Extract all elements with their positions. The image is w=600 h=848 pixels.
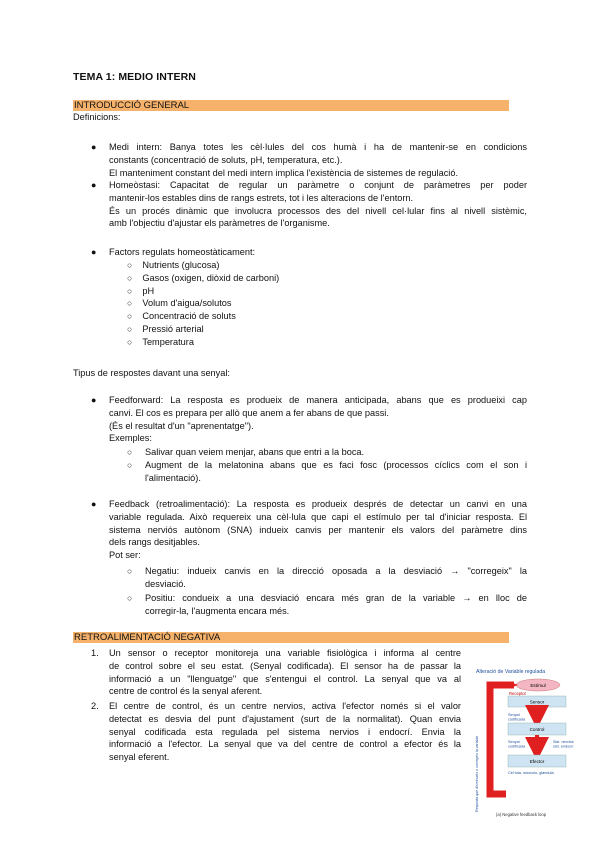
effector-label: Efector bbox=[529, 759, 545, 764]
sub-bullet-icon: ○ bbox=[127, 593, 133, 603]
text-line: mantenir-los estables dins de rangs estrets, tot i les alteracions de l'entorn. bbox=[109, 192, 414, 203]
signal-label-1 bbox=[508, 713, 526, 722]
text-line: Pot ser: bbox=[109, 550, 141, 561]
list-number: 1. bbox=[91, 648, 99, 658]
text-line: centre de control és la senyal aferent. bbox=[109, 686, 263, 697]
nervous-system-label bbox=[553, 740, 575, 749]
factor-item: ○ pH bbox=[127, 285, 155, 296]
text-line: desviació. bbox=[145, 578, 186, 589]
definitions-label: Definicions: bbox=[73, 112, 121, 122]
factor-item: ○ Volum d'aigua/solutos bbox=[127, 298, 232, 309]
retro-item-control bbox=[109, 700, 461, 764]
text-line: Feedback (retroalimentació): La resposta es produeix després de detectar un canvi en una bbox=[109, 499, 527, 509]
page-title: TEMA 1: MEDIO INTERN bbox=[73, 71, 196, 83]
factor-item: ○ Gasos (oxigen, diòxid de carboni) bbox=[127, 272, 280, 283]
signal-label-1-line: Senyal bbox=[508, 713, 520, 717]
text-line: (És el resultat d'un "aprenentatge"). bbox=[109, 420, 254, 431]
diagram-caption: (a) Negative feedback loop bbox=[496, 812, 547, 817]
text-line: És un procés dinàmic que involucra processos des del nivell cel·lular fins al nivell sistèmic, bbox=[109, 205, 527, 216]
list-number: 2. bbox=[91, 701, 99, 711]
sub-bullet-icon: ○ bbox=[127, 460, 133, 470]
sensor-label: Sensor bbox=[529, 699, 545, 705]
text-line: Augment de la melatonina abans que es faci fosc (processos cíclics com el son i bbox=[145, 460, 527, 470]
signal-label-1-line: codificada bbox=[508, 717, 526, 722]
text-line: de control sobre el seu estat. (Senyal codificada). El sensor ha de passar la bbox=[109, 660, 461, 671]
factors-list bbox=[127, 259, 279, 349]
definition-medi-intern bbox=[109, 141, 527, 179]
text-line: variable regulada. Això requereix una cèl·lula que capi el estímulo per tal d'iniciar resposta. El bbox=[109, 511, 527, 522]
text-line: El manteniment constant del medi intern implica l'existència de sistemes de regulació. bbox=[109, 167, 459, 178]
bullet-icon: ● bbox=[91, 395, 97, 405]
factor-item: ○ Pressió arterial bbox=[127, 323, 204, 334]
text-line: dels rangs desitjables. bbox=[109, 537, 200, 548]
stimulus-label: Estímul bbox=[530, 683, 546, 688]
sub-bullet-icon: ○ bbox=[127, 566, 133, 576]
factor-item: ○ Nutrients (glucosa) bbox=[127, 260, 220, 270]
signal-label-2-line: Senyal bbox=[508, 740, 520, 744]
feedback-type-positive bbox=[145, 592, 527, 618]
text-line: corregir-la, l'augmenta encara més. bbox=[145, 605, 290, 616]
response-types-label: Tipus de respostes davant una senyal: bbox=[73, 368, 230, 378]
diagram-header: Alteració de Variable regulada bbox=[476, 669, 546, 675]
text-line: Positiu: condueix a una desviació encara més gran de la variable → en lloc de bbox=[145, 593, 527, 603]
text-line: Medi intern: Banya totes les cèl·lules del cos humà i ha de mantenir-se en condicions bbox=[109, 142, 527, 152]
text-line: Feedforward: La resposta es produeix de manera anticipada, abans que es produeixi cap bbox=[109, 395, 527, 405]
bullet-icon: ● bbox=[91, 247, 97, 257]
signal-label-2-line: codificada bbox=[508, 744, 526, 749]
text-line: Exemples: bbox=[109, 433, 152, 444]
retro-item-sensor bbox=[109, 647, 461, 698]
sensor-top-label: Receptor bbox=[509, 691, 526, 696]
text-line: Homeòstasi: Capacitat de regular un paràmetre o conjunt de paràmetres per poder bbox=[109, 180, 527, 190]
text-line: sistema nerviós autònom (SNA) indueix canvis per mantenir els valors del paràmetre dins bbox=[109, 524, 527, 535]
section-heading-retroalimentacio: RETROALIMENTACIÓ NEGATIVA bbox=[73, 632, 509, 643]
text-line: Negatiu: indueix canvis en la direcció oposada a la desviació → "corregeix" la bbox=[145, 566, 527, 576]
effector-sub-label: Cèl·lula, músculo, glàndula bbox=[508, 771, 554, 775]
text-line: senyal codificada esta regulada pel sistema nervios i endocrí. Envia la bbox=[109, 726, 461, 737]
section-heading-intro: INTRODUCCIÓ GENERAL bbox=[73, 100, 509, 111]
diagram-side-label: Resposta que disminueix o corregeix la variable bbox=[475, 735, 479, 812]
factors-label: Factors regulats homeostàticament: bbox=[109, 247, 256, 257]
text-line: amb l'objectiu d'ajustar els paràmetres de l'organisme. bbox=[109, 218, 330, 229]
example-item: Salivar quan veiem menjar, abans que entri a la boca. bbox=[145, 447, 365, 457]
text-line: l'alimentació). bbox=[145, 472, 201, 483]
example-item bbox=[145, 459, 527, 485]
bullet-icon: ● bbox=[91, 142, 97, 152]
nervous-system-label-line: sist. endocrí bbox=[553, 744, 574, 749]
bullet-icon: ● bbox=[91, 180, 97, 190]
text-line: constants (concentració de soluts, pH, temperatura, etc.). bbox=[109, 154, 343, 165]
text-line: informació a un "llenguatge" que s'entengui el control. La senyal que va al bbox=[109, 673, 461, 684]
text-line: senyal eferent. bbox=[109, 752, 170, 763]
text-line: canvi. El cos es prepara per allò que anem a fer abans de que passi. bbox=[109, 407, 389, 418]
bullet-icon: ● bbox=[91, 499, 97, 509]
text-line: El centre de control, és un centre nervios, activa l'efector només si el valor bbox=[109, 701, 461, 711]
text-line: informació a l'efector. La senyal que va del centre de control a efector és la bbox=[109, 739, 461, 750]
feedback-block bbox=[109, 498, 527, 562]
text-line: detectat es desvia del punt d'ajustament (surt de la normalitat). Quan envia bbox=[109, 713, 461, 724]
sub-bullet-icon: ○ bbox=[127, 447, 133, 457]
nervous-system-label-line: Sist. nerviós bbox=[553, 740, 574, 744]
feedback-type-negative bbox=[145, 565, 527, 591]
factor-item: ○ Temperatura bbox=[127, 336, 194, 347]
negative-feedback-diagram bbox=[468, 664, 592, 822]
signal-label-2 bbox=[508, 740, 526, 749]
feedforward-block bbox=[109, 394, 527, 445]
control-label: Control bbox=[529, 727, 545, 732]
text-line: Un sensor o receptor monitoreja una variable fisiològica i informa al centre bbox=[109, 648, 461, 658]
factor-item: ○ Concentració de soluts bbox=[127, 311, 236, 322]
definition-homeostasi bbox=[109, 179, 527, 230]
